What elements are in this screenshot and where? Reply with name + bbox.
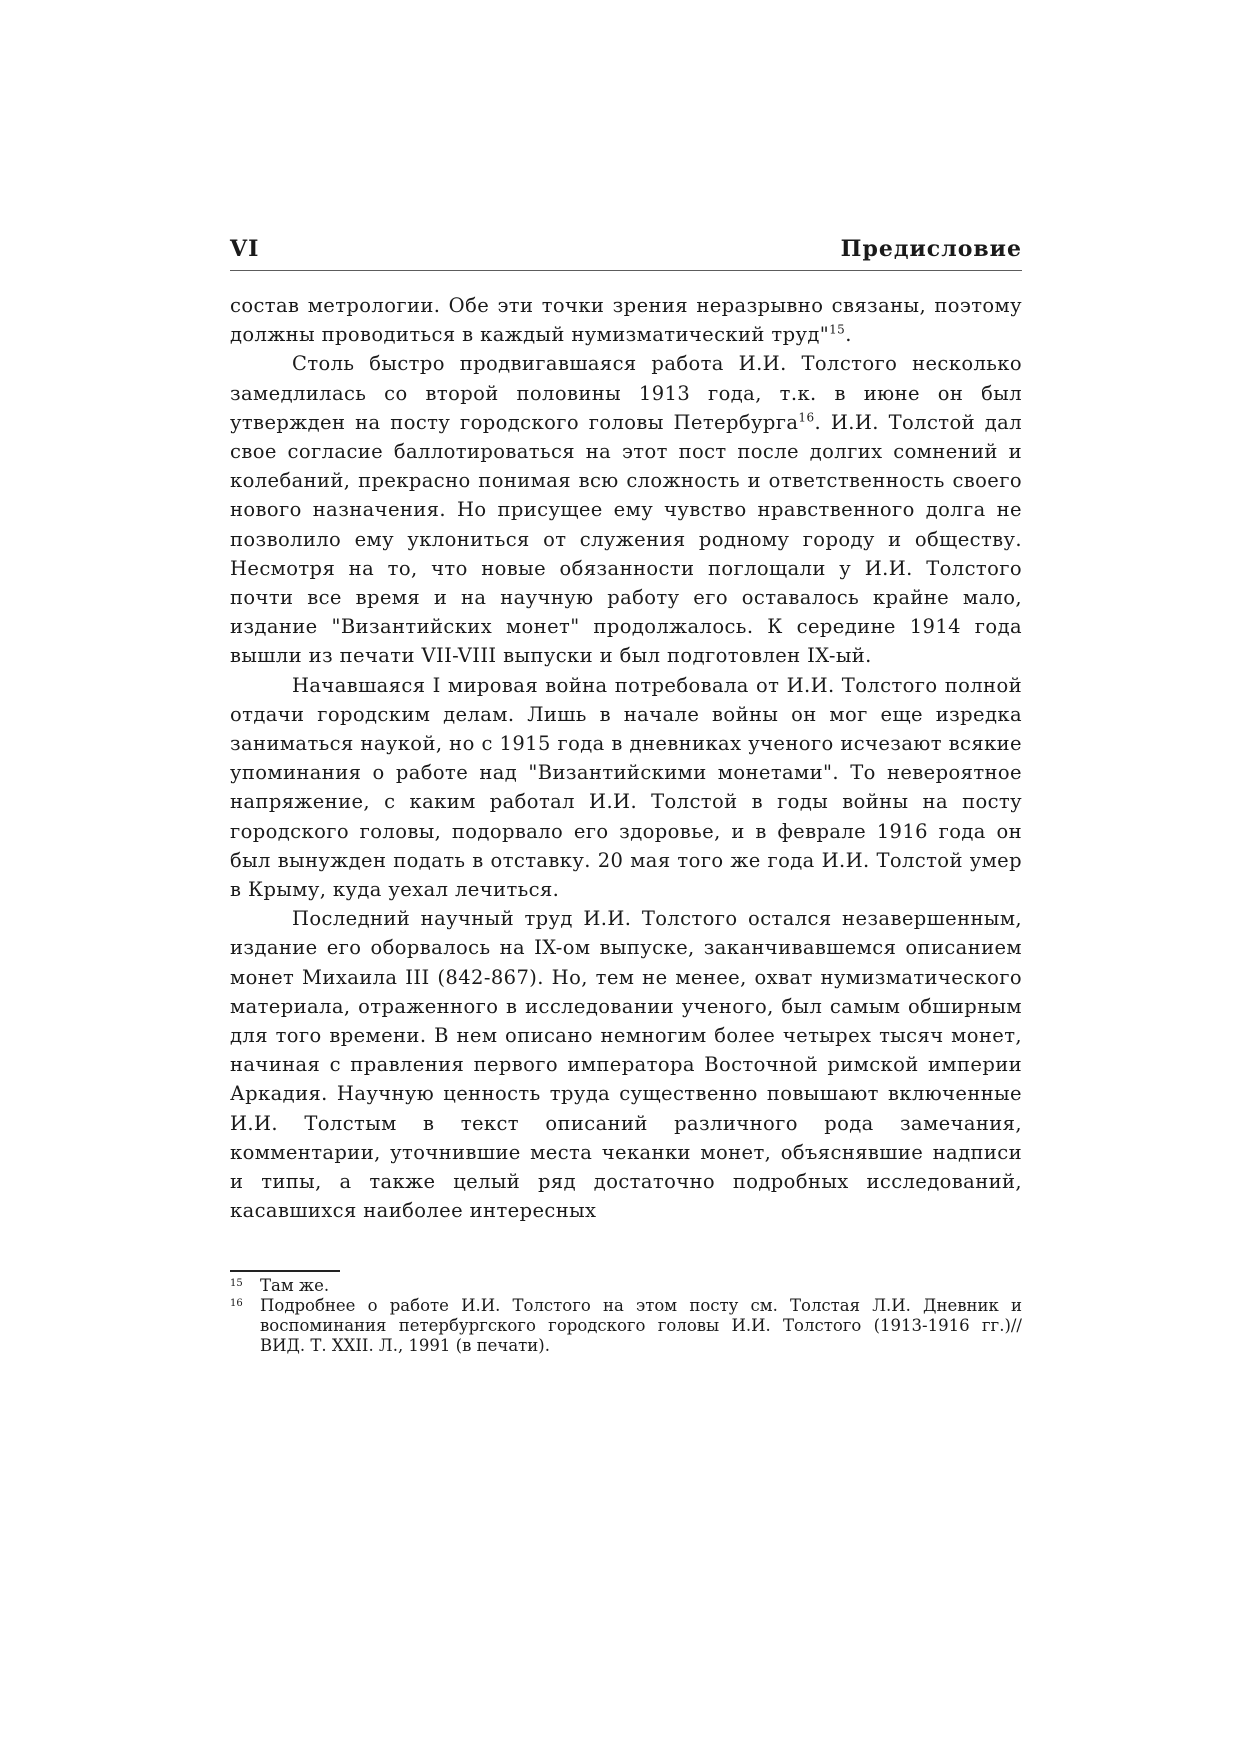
section-title: Предисловие [840,236,1022,262]
footnote-text: Там же. [260,1275,330,1295]
document-page [230,236,1022,1356]
footnote-rule [230,1270,340,1272]
paragraph-1 [230,291,1022,349]
footnote-ref-16[interactable]: 16 [798,410,815,425]
footnote-number: 16 [230,1297,243,1309]
paragraph-3: Начавшаяся I мировая война потребовала от И.И. Толстого полной отдачи городским делам. Лишь в начале войны он мог еще изредка заниматься наукой, но с 1915 года в дневниках ученого исчезают всякие упоминания о работе над "Византийскими монетами". То невероятное напряжение, с каким работал И.И. Толстой в годы войны на посту городского головы, подорвало его здоровье, и в феврале 1916 года он был вынужден подать в отставку. 20 мая того же года И.И. Толстой умер в Крыму, куда уехал лечиться. [230,673,1022,902]
header-rule [230,270,1022,271]
page-number: VI [230,236,260,262]
footnote-ref-15[interactable]: 15 [829,322,846,337]
footnotes [230,1276,1022,1356]
paragraph-4: Последний научный труд И.И. Толстого остался незавершенным, издание его оборвалось на IX-ом выпуске, заканчивавшемся описанием монет Михаила III (842-867). Но, тем не менее, охват нумизматического материала, отраженного в исследовании ученого, был самым обширным для того времени. В нем описано немногим более четырех тысяч монет, начиная с правления первого императора Восточной римской империи Аркадия. Научную ценность труда существенно повышают включенные И.И. Толстым в текст описаний различного рода замечания, комментарии, уточнившие места чеканки монет, объяснявшие надписи и типы, а также целый ряд достаточно подробных исследований, касавшихся наиболее интересных [230,907,1022,1223]
footnote-16 [230,1296,1022,1356]
footnote-number: 15 [230,1277,243,1289]
body-text [230,291,1022,1226]
paragraph-1-tail: . [845,323,852,347]
paragraph-2 [230,349,1022,670]
paragraph-1-text: состав метрологии. Обе эти точки зрения неразрывно связаны, поэтому должны проводиться в каждый нумизматический труд" [230,294,1022,347]
footnote-text: Подробнее о работе И.И. Толстого на этом посту см. Толстая Л.И. Дневник и воспоминания петербургского городского головы И.И. Толстого (1913-1916 гг.)// ВИД. Т. XXII. Л., 1991 (в печати). [260,1295,1022,1355]
footnote-15 [230,1276,1022,1296]
running-head [230,236,1022,266]
paragraph-2-text: Столь быстро продвигавшаяся работа И.И. Толстого несколько замедлилась со второй половины 1913 года, т.к. в июне он был утвержден на посту городского головы Петербурга [230,352,1022,434]
paragraph-2-tail: . И.И. Толстой дал свое согласие баллотироваться на этот пост после долгих сомнений и колебаний, прекрасно понимая всю сложность и ответственность своего нового назначения. Но присущее ему чувство нравственного долга не позволило ему уклониться от служения родному городу и обществу. Несмотря на то, что новые обязанности поглощали у И.И. Толстого почти все время и на научную работу его оставалось крайне мало, издание "Византийских монет" продолжалось. К середине 1914 года вышли из печати VII-VIII выпуски и был подготовлен IX-ый. [230,410,1022,668]
